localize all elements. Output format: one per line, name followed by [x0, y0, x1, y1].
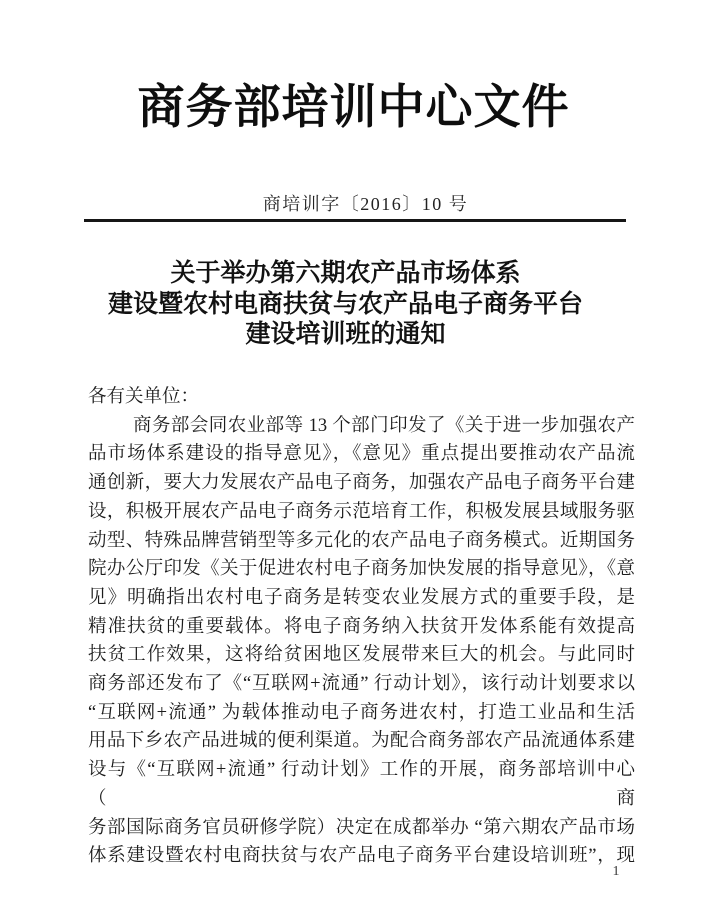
subject-line-3: 建设培训班的通知 [245, 321, 446, 348]
salutation-line: 各有关单位： [88, 387, 200, 407]
issuing-organization-title: 商务部培训中心文件 [137, 82, 570, 134]
body-line: 设与《“互联网+流通” 行动计划》工作的开展，商务部培训中心（商 [88, 760, 635, 809]
body-line: 设，积极开展农产品电子商务示范培育工作，积极发展县域服务驱 [88, 501, 635, 522]
page-number: 1 [612, 864, 620, 879]
subject-line-1: 关于举办第六期农产品市场体系 [170, 260, 521, 287]
subject-line-2: 建设暨农村电商扶贫与农产品电子商务平台 [107, 290, 583, 318]
body-line: 院办公厅印发《关于促进农村电子商务加快发展的指导意见》，《意 [88, 559, 635, 580]
body-line: 商务部会同农业部等 13 个部门印发了《关于进一步加强农产 [133, 415, 635, 436]
body-line: “互联网+流通” 为载体推动电子商务进农村，打造工业品和生活 [88, 702, 635, 723]
body-line: 精准扶贫的重要载体。将电子商务纳入扶贫开发体系能有效提高 [88, 616, 635, 637]
body-line: 用品下乡农产品进城的便利渠道。为配合商务部农产品流通体系建 [88, 731, 635, 752]
body-line: 扶贫工作效果，这将给贫困地区发展带来巨大的机会。与此同时 [88, 645, 635, 666]
body-line: 见》明确指出农村电子商务是转变农业发展方式的重要手段，是 [88, 587, 635, 608]
body-line: 品市场体系建设的指导意见》，《意见》重点提出要推动农产品流 [88, 444, 635, 465]
document-body [88, 383, 635, 871]
body-line: 体系建设暨农村电商扶贫与农产品电子商务平台建设培训班”，现 [88, 846, 635, 867]
header-divider-line [84, 219, 626, 222]
body-line: 动型、特殊品牌营销型等多元化的农产品电子商务模式。近期国务 [88, 530, 635, 551]
body-line: 务部国际商务官员研修学院）决定在成都举办 “第六期农产品市场 [88, 817, 635, 838]
document-reference-number: 商培训字〔2016〕10 号 [262, 194, 469, 214]
document-subject-title [0, 259, 699, 351]
body-line: 商务部还发布了《“互联网+流通” 行动计划》，该行动计划要求以 [88, 674, 635, 695]
body-line: 通创新，要大力发展农产品电子商务，加强农产品电子商务平台建 [88, 473, 635, 494]
